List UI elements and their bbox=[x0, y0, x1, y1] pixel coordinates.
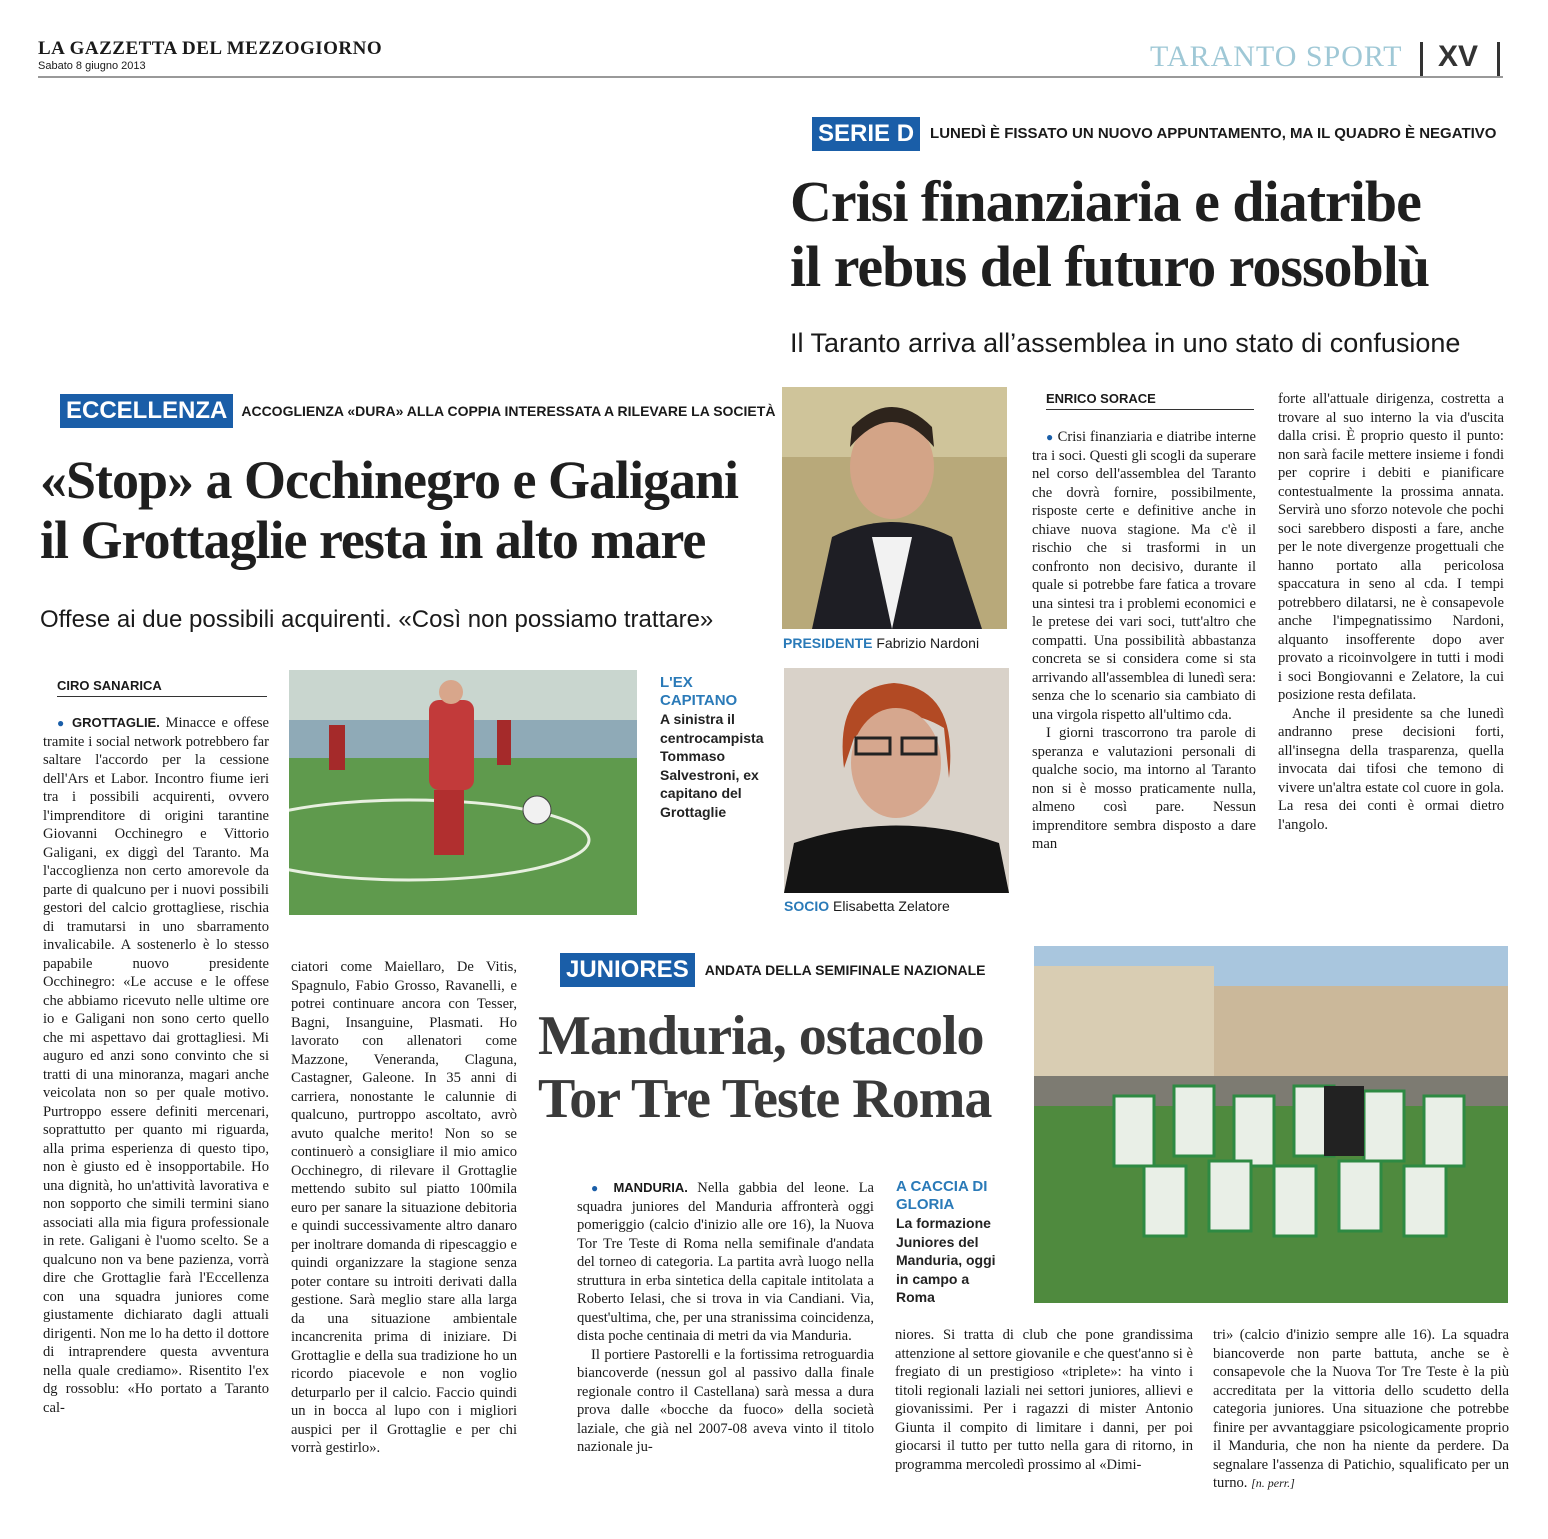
issue-date: Sabato 8 giugno 2013 bbox=[38, 60, 146, 72]
headline bbox=[538, 1005, 1018, 1130]
headline-line: il rebus del futuro rossoblù bbox=[790, 233, 1430, 299]
kicker: ANDATA DELLA SEMIFINALE NAZIONALE bbox=[704, 962, 986, 978]
juniores-header bbox=[560, 953, 985, 987]
article-column bbox=[1278, 390, 1504, 834]
caption-name: Elisabetta Zelatore bbox=[833, 898, 950, 914]
socio-photo bbox=[784, 668, 1009, 893]
article-text: I giorni trascorrono tra parole di speranza e valutazioni personali di qualche socio, ma intorno al Taranto non si è mosso praticamente nulla, almeno così pare. Nessun imprenditore sembra disposto a dare man bbox=[1032, 725, 1256, 852]
caption-name: Fabrizio Nardoni bbox=[876, 635, 980, 651]
article-column bbox=[1213, 1326, 1509, 1493]
caption-text: La formazione Juniores del Manduria, oggi in campo a Roma bbox=[896, 1215, 996, 1305]
article-text: tri» (calcio d'inizio sempre alle 16). La squadra biancoverde non parte battuta, anche se è consapevole che la Nuova Tor Tre Teste è la più accreditata per la vittoria dello scudetto della categoria juniores. Una situazione che potrebbe finire per avvantaggiare psicologicamente proprio il Manduria, che non ha niente da perdere. Da segnalare l'assenza di Patichio, squalificato per un turno. bbox=[1213, 1327, 1509, 1491]
photo-caption bbox=[660, 674, 770, 821]
headline bbox=[40, 450, 780, 571]
article-column: ● GROTTAGLIE. Minacce e offese tramite i social network potrebbero far saltare l'accordo per la cessione dell'Ars et Labor. Incontro fiume ieri tra i possibili acquirenti, ovvero l'imprenditore di origini tarantine Giovanni Occhinegro e Vittorio Galigani, ex diggì del Taranto. Ma l'accoglienza non certo amorevole da parte di qualcuno per i nuovi possibili gestori del calcio grottagliese, rischia di tramutarsi in uno sbarramento invalicabile. A sostenerlo è lo stesso papabile nuovo presidente Occhinegro: «Le accuse e le offese che abbiamo ricevuto nelle ultime ore io e Galigani non sono certo quello che mi aspettavo dai grottagliesi. Mi auguro ed anzi sono convinto che si tratti di una minoranza, magari anche veicolata non so per quale motivo. Purtroppo essere definiti mercenari, soprattutto per quanto mi riguarda, alla prima esperienza di questo tipo, non è giusto ed è insopportabile. Ho una dignità, ho un'attività lavorativa e non sopporto che simili termini siano associati alla mia figura professionale in rete. Galigani è l'uomo scelto. Se a qualcuno non va bene pazienza, vorrà dire che Grottaglie farà l'Eccellenza con una squadra juniores come giustamente dichiarato dagli attuali dirigenti. Non me lo ha detto il dottore di intraprendere questa avventura nella quale crediamo». Risentito l'ex dg rossoblu: «Ho portato a Taranto cal- bbox=[43, 715, 269, 1416]
photo-caption bbox=[783, 635, 979, 651]
byline: ENRICO SORACE bbox=[1046, 391, 1254, 410]
subtitle: Il Taranto arriva all’assemblea in uno stato di confusione bbox=[790, 328, 1461, 358]
caption-text: A sinistra il centrocampista Tommaso Salvestroni, ex capitano del Grottaglie bbox=[660, 711, 764, 820]
article-text: niores. Si tratta di club che pone grandissima attenzione al settore giovanile e che quest'anno si è fregiato di un prestigioso «triplete»: ha vinto i titoli regionali laziali nei settori juniores, allievi e giovanissimi. Per i ragazzi di mister Antonio Giunta il compito di limitare i danni, per poi giocarsi il tutto per tutto nella gara di ritorno, in programma mercoledì prossimo al «Dimi- bbox=[895, 1327, 1193, 1473]
section-tag: JUNIORES bbox=[560, 953, 695, 987]
article-column: ● MANDURIA. Nella gabbia del leone. La squadra juniores del Manduria affronterà oggi pomeriggio (calcio d'inizio alle ore 16), la Nuova Tor Tre Teste di Roma nella semifinale d'andata del torneo di categoria. La partita avrà luogo nella struttura in erba sintetica della capitale intitolata a Roberto Ielasi, che si trova in via Candiani. Via, quest'ultima, che, per una stranissima coincidenza, dista poche centinaia di metri da via Manduria. Il portiere Pastorelli e la fortissima retroguardia biancoverde (nessun gol al passivo dalla finale regionale contro il Castellana) sarà messa a dura prova dalle «bocche da fuoco» della società laziale, che già nel 2007-08 aveva vinto il titolo nazionale ju- bbox=[577, 1180, 874, 1455]
header-rule bbox=[38, 76, 1503, 78]
caption-role: PRESIDENTE bbox=[783, 635, 873, 651]
article-text: Nella gabbia del leone. La squadra juniores del Manduria affronterà oggi pomeriggio (calcio d'inizio alle ore 16), la Nuova Tor Tre Teste di Roma nella semifinale d'andata del torneo di categoria. La partita avrà luogo nella struttura in erba sintetica della capitale intitolata a Roberto Ielasi, che si trova in via Candiani. Via, quest'ultima, che, per una stranissima coincidenza, dista poche centinaia di metri da via Manduria. bbox=[577, 1180, 874, 1344]
article-column bbox=[291, 958, 517, 1458]
page-number: XV bbox=[1438, 40, 1479, 73]
caption-title: GLORIA bbox=[896, 1196, 955, 1213]
article-column: ● Crisi finanziaria e diatribe interne tra i soci. Questi gli scogli da superare nel corso dell'assemblea del Taranto che dovrà fornire, possibilmente, risposte certe e definitive anche in chiave nuova stagione. Ma c'è il rischio che si trasformi in un confronto non decisivo, durante il quale si potrebbe fare fatica a trovare una sintesi tra i problemi economici e le pretese dei vari soci, tutt'altro che compatti. Una possibilità abbastanza concreta se si considera come si sta arrivando all'assemblea di lunedì sera: senza che lo scenario sia cambiato di una virgola rispetto all'ultimo cda. I giorni trascorrono tra parole di speranza e valutazioni personali di qualche socio, ma intorno al Taranto non si è mosso praticamente nulla, almeno così pare. Nessun imprenditore sembra disposto a dare man bbox=[1032, 429, 1256, 852]
caption-title: L'EX bbox=[660, 674, 693, 691]
president-photo bbox=[782, 387, 1007, 629]
article-text: forte all'attuale dirigenza, costretta a trovare al suo interno la via d'uscita dalla crisi. È proprio questo il punto: non sarà facile mettere insieme i fondi per coprire i debiti e pianificare contestualmente la prossima annata. Servirà uno sforzo notevole che pochi soci sarebbero disposti a fare, anche per le note divergenze progettuali che hanno portato alla pericolosa spaccatura in seno al cda. I tempi potrebbero dilatarsi, ne è consapevole anche l'impegnatissimo Nardoni, alquanto insofferente dopo aver provato a ricoinvolgere in tutti i modi i soci Bongiovanni e Zelatore, la cui posizione resta defilata. bbox=[1278, 391, 1504, 703]
article-text: Il portiere Pastorelli e la fortissima retroguardia biancoverde (nessun gol al passivo dalla finale regionale contro il Castellana) sarà messa a dura prova dalle «bocche da fuoco» della società laziale, che già nel 2007-08 aveva vinto il titolo nazionale ju- bbox=[577, 1346, 874, 1455]
article-text: Crisi finanziaria e diatribe interne tra i soci. Questi gli scogli da superare nel corso dell'assemblea del Taranto che dovrà fornire, possibilmente, risposte certe e definitive anche in chiave nuova stagione. Ma c'è il rischio che si trasformi in un confronto non decisivo, durante il quale si potrebbe fare fatica a trovare una sintesi tra i problemi economici e le pretese dei vari soci, tutt'altro che compatti. Una possibilità abbastanza concreta se si considera come si sta arrivando all'assemblea di lunedì sera: senza che lo scenario sia cambiato di una virgola rispetto all'ultimo cda. bbox=[1032, 429, 1256, 723]
section-tag: ECCELLENZA bbox=[60, 394, 233, 428]
team-image bbox=[1034, 946, 1508, 1303]
soccer-photo bbox=[289, 670, 637, 915]
headline-line: Crisi finanziaria e diatribe bbox=[790, 169, 1421, 234]
eccellenza-header bbox=[60, 394, 775, 428]
serie-d-header bbox=[812, 117, 1496, 151]
photo-caption bbox=[784, 898, 950, 914]
headline-line: il Grottaglie resta in alto mare bbox=[40, 510, 706, 571]
headline-line: «Stop» a Occhinegro e Galigani bbox=[40, 450, 739, 510]
caption-role: SOCIO bbox=[784, 898, 830, 914]
portrait-image bbox=[782, 387, 1007, 629]
team-photo bbox=[1034, 946, 1508, 1303]
newspaper-masthead: LA GAZZETTA DEL MEZZOGIORNO bbox=[38, 38, 383, 59]
subtitle: Offese ai due possibili acquirenti. «Così non possiamo trattare» bbox=[40, 606, 714, 633]
photo-caption bbox=[896, 1178, 1006, 1307]
byline: CIRO SANARICA bbox=[57, 678, 267, 697]
section-title: TARANTO SPORT bbox=[1150, 40, 1403, 73]
header-divider bbox=[1497, 42, 1500, 76]
caption-title: A CACCIA DI bbox=[896, 1178, 988, 1195]
portrait-image bbox=[784, 668, 1009, 893]
dateline: GROTTAGLIE. bbox=[71, 715, 160, 730]
headline-line: Tor Tre Teste Roma bbox=[538, 1067, 992, 1130]
author-signature: [n. perr.] bbox=[1251, 1476, 1295, 1490]
kicker: LUNEDÌ È FISSATO UN NUOVO APPUNTAMENTO, MA IL QUADRO È NEGATIVO bbox=[930, 125, 1497, 142]
caption-title: CAPITANO bbox=[660, 692, 738, 709]
article-text: Anche il presidente sa che lunedì andranno prese decisioni forti, all'insegna della trasparenza, quella invocata dai tifosi che temono di vivere un'altra estate col cuore in gola. La resa dei conti è ormai dietro l'angolo. bbox=[1278, 705, 1504, 833]
headline-line: Manduria, ostacolo bbox=[538, 1005, 984, 1067]
article-text: ciatori come Maiellaro, De Vitis, Spagnulo, Fabio Grosso, Ravanelli, e potrei continuare ancora con Tesser, Bagni, Insanguine, Plasmati. Ho lavorato con allenatori come Mazzone, Veneranda, Claguna, Castagner, Galeone. In 35 anni di carriera, nonostante le calunnie di qualcuno, purtroppo ascoltato, avrò avuto qualche merito! Non so se continuerò a consigliare il mio amico Occhinegro, di rilevare il Grottaglie mettendo subito sul piatto 100mila euro per sanare la situazione debitoria e quindi successivamente altro danaro per inoltrare domanda di ripescaggio e quindi organizzare la stagione senza poter contare su introiti derivati dalla gestione. Sarà meglio stare alla larga da una situazione ambientale incancrenita prima di iniziare. Di Grottaglie e della sua tradizione ho un ricordo piacevole e non voglio deturparlo per il calcio. Faccio quindi un in bocca al lupo con i migliori auspici per il Grottaglie e per chi vorrà gestirlo». bbox=[291, 959, 517, 1456]
dateline: MANDURIA. bbox=[613, 1180, 688, 1195]
section-tag: SERIE D bbox=[812, 117, 920, 151]
kicker: ACCOGLIENZA «DURA» ALLA COPPIA INTERESSATA A RILEVARE LA SOCIETÀ bbox=[241, 403, 776, 419]
soccer-action-image bbox=[289, 670, 637, 915]
article-text: Minacce e offese tramite i social network potrebbero far saltare l'accordo per la cessione dell'Ars et Labor. Incontro fiume ieri tra i possibili acquirenti, ovvero l'imprenditore di origini tarantine Giovanni Occhinegro e Vittorio Galigani, ex diggì del Taranto. Ma l'accoglienza non certo amorevole da parte di qualcuno per i nuovi possibili gestori del calcio grottagliese, rischia di tramutarsi in uno sbarramento invalicabile. A sostenerlo è lo stesso papabile nuovo presidente Occhinegro: «Le accuse e le offese che abbiamo ricevuto nelle ultime ore io e Galigani non sono certo quello che mi aspettavo dai grottagliesi. Mi auguro ed anzi sono convinto che si tratti di una minoranza, magari anche veicolata non so per quale motivo. Purtroppo essere definiti mercenari, soprattutto per quanto mi riguarda, alla prima esperienza di questo tipo, non è giusto ed è insopportabile. Ho una dignità, ho un'attività lavorativa e non sopporto che simili termini siano associati alla mia figura professionale in rete. Galigani è l'uomo scelto. Se a qualcuno non va bene pazienza, vorrà dire che Grottaglie farà l'Eccellenza con una squadra juniores come giustamente dichiarato dagli attuali dirigenti. Non me lo ha detto il dottore di intraprendere questa avventura nella quale crediamo». Risentito l'ex dg rossoblu: «Ho portato a Taranto cal- bbox=[43, 715, 269, 1416]
headline bbox=[790, 170, 1510, 300]
article-column bbox=[895, 1326, 1193, 1474]
header-divider bbox=[1420, 42, 1423, 76]
